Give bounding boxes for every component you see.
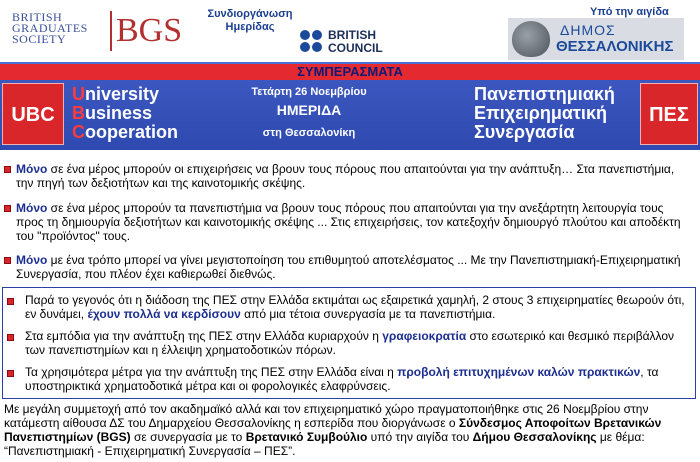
list-item [4,162,688,190]
bullet-square-icon [7,298,14,305]
bgs-wordmark [12,12,108,45]
logos-header [0,0,700,62]
bullet-text: σε ένα μέρος μπορούν οι επιχειρήσεις να βρουν τους πόρους που απαιτούνται για την ανάπτυξη… Στα πανεπιστήμια, την πηγή των δεξιοτήτων και της καινοτομικής σκέψης. [16,162,675,190]
bullet-lead: Μόνο [16,253,48,267]
coorg-line: Συνδιοργάνωση [207,8,293,20]
bullet-square-icon [7,370,14,377]
ubc-word: University [72,84,160,104]
pes-word: Επιχειρηματική [474,103,607,123]
list-item [4,201,688,243]
british-council-logo [300,29,396,55]
coorganization-label [205,8,295,34]
bullet-lead: Μόνο [16,201,48,215]
event-place: στη Θεσσαλονίκη [262,127,356,139]
pes-word: Πανεπιστημιακή [474,84,615,104]
conclusions-strip [0,62,700,80]
thessaloniki-municipality-logo [508,18,684,60]
ubc-badge: UBC [2,83,64,145]
british-council-dots-icon [300,30,324,54]
aegis-label: Υπό την αιγίδα [590,6,669,18]
finding-item: Τα χρησιμότερα μέτρα για την ανάπτυξη της ΠΕΣ στην Ελλάδα είναι η προβολή επιτυχημένων καλών πρακτικών, τα υποστηρικτικά χρηματοδοτικά μέτρα και οι φορολογικές ελαφρύνσεις. [7,365,687,393]
bullet-square-icon [7,334,14,341]
bullet-text: σε ένα μέρος μπορούν τα πανεπιστήμια να βρουν τους πόρους που απαιτούνται για την ανεξάρτητη λειτουργία τους προς τη δημιουργία δεξιοτήτων και καινοτομικής σκέψης ... Στις επιχειρήσεις, τον κατεξοχήν δημιουργό πλούτου και αποδέκτη του "προϊόντος" τους. [16,201,681,243]
conclusions-title: ΣΥΜΠΕΡΑΣΜΑΤΑ [297,64,403,79]
event-info [242,84,376,142]
list-item [4,253,688,281]
ubc-words [72,85,178,142]
event-banner [0,80,700,150]
coorg-line: Ημερίδας [225,21,275,33]
pes-badge: ΠΕΣ [640,83,698,145]
bc-line: COUNCIL [328,41,383,55]
bgs-logo: BGS [110,11,192,51]
event-date: Τετάρτη 26 Νοεμβρίου [251,86,367,98]
dimos-line: ΘΕΣΣΑΛΟΝΙΚΗΣ [556,38,674,55]
summary-paragraph: Με μεγάλη συμμετοχή από τον ακαδημαϊκό αλλά και τον επιχειρηματικό χώρο πραγματοποιήθηκε στις 26 Νοεμβρίου στην κατάμεστη αίθουσα ΔΣ του Δημαρχείου Θεσσαλονίκης η εσπερίδα που διοργάνωσε ο Σύνδεσμος Αποφοίτων Βρετανικών Πανεπιστημίων (BGS) σε συνεργασία με το Βρετανικό Συμβούλιο υπό την αιγίδα του Δήμου Θεσσαλονίκης με θέμα: “Πανεπιστημιακή - Επιχειρηματική Συνεργασία – ΠΕΣ”. [4,402,662,458]
dimos-line: ΔΗΜΟΣ [560,22,616,38]
findings-box [2,287,696,399]
bullet-lead: Μόνο [16,162,48,176]
ubc-word: Business [72,103,153,123]
event-type: ΗΜΕΡΙΔΑ [276,102,342,118]
bullet-square-icon [4,257,11,264]
ubc-word: Cooperation [72,122,178,142]
bgs-line: GRADUATES [12,21,88,35]
bullet-text: με ένα τρόπο μπορεί να γίνει μεγιστοποίηση του επιθυμητού αποτελέσματος ... Με την Πανεπιστημιακή-Επιχειρηματική Συνεργασία, που πλέον έχει καθιερωθεί διεθνώς. [16,253,681,281]
pes-words [474,85,615,142]
finding-item: Παρά το γεγονός ότι η διάδοση της ΠΕΣ στην Ελλάδα εκτιμάται ως εξαιρετικά χαμηλή, 2 στους 3 επιχειρηματίες θεωρούν ότι, εν δυνάμει, έχουν πολλά να κερδίσουν από μια τέτοια συνεργασία με τα πανεπιστήμια. [7,293,687,321]
finding-item: Στα εμπόδια για την ανάπτυξη της ΠΕΣ στην Ελλάδα κυριαρχούν η γραφειοκρατία στο εσωτερικό και θεσμικό περιβάλλον των πανεπιστημίων και η έλλειψη χρηματοδοτικών πόρων. [7,329,687,357]
bc-line: BRITISH [328,28,376,42]
bgs-line: SOCIETY [12,32,67,46]
bgs-line: BRITISH [12,10,63,24]
pes-word: Συνεργασία [474,122,575,142]
british-council-name [328,29,383,55]
bullet-square-icon [4,166,11,173]
statue-head-icon [512,21,550,57]
bullet-square-icon [4,205,11,212]
